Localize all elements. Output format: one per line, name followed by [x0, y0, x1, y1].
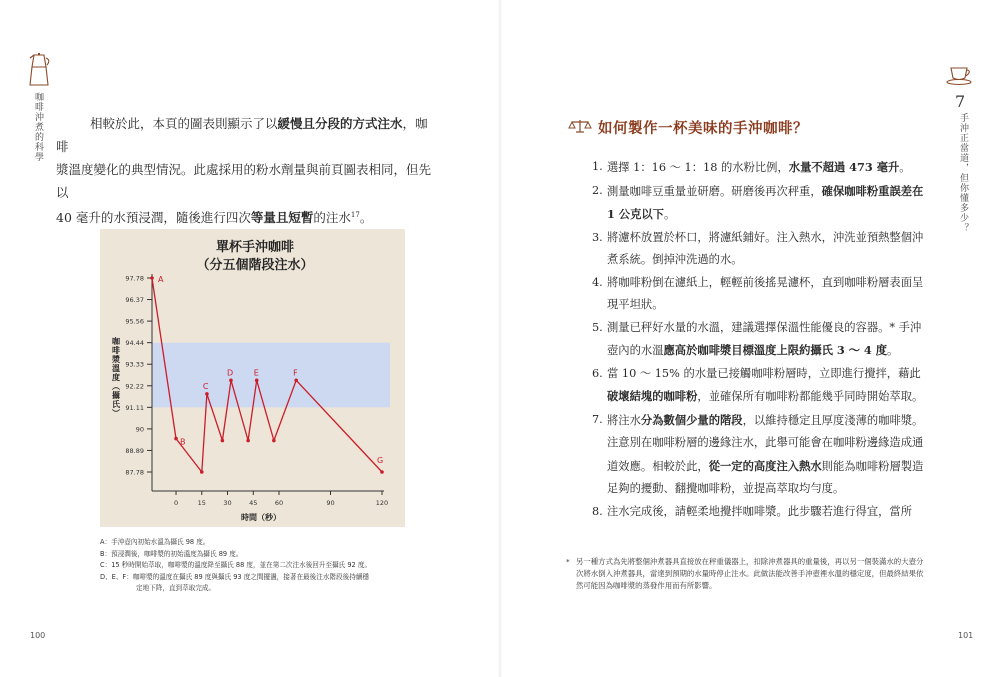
list-item: [592, 227, 927, 272]
note-b: B：預浸潤後，咖啡漿的初始溫度為攝氏 89 度。: [100, 549, 243, 558]
step-text: [607, 409, 927, 501]
point-label: D: [226, 368, 234, 378]
step-text: [607, 501, 927, 524]
temperature-chart: [100, 229, 405, 527]
step-segment: 當 10 ～ 15% 的水量已接觸咖啡粉層時，立即進行攪拌，藉此: [607, 366, 921, 380]
y-tick-label: 87.78: [125, 468, 144, 477]
data-point: [174, 437, 178, 441]
step-segment: 選擇 1：16 ～ 1：18 的水粉比例，: [607, 161, 789, 174]
step-segment: 。: [663, 208, 676, 221]
x-tick-label: 90: [326, 499, 335, 507]
data-point: [380, 470, 384, 474]
data-point: [150, 276, 154, 280]
y-tick-label: 94.44: [125, 339, 144, 348]
side-title: 手沖正當道，但你懂多少？: [958, 113, 968, 233]
step-segment: ，並確保所有咖啡粉都能幾乎同時開始萃取。: [697, 390, 924, 403]
step-bold: 破壞結塊的咖啡粉: [607, 389, 698, 403]
step-bold: 確保咖啡粉重誤差在 1 公克以下: [607, 183, 924, 221]
note-def: D、E、F：咖啡漿的溫度在攝氏 89 度與攝氏 93 度之間擺盪，接著在最後注水階段後持續穩: [100, 572, 369, 581]
list-item: [592, 363, 927, 409]
step-bold: 水量不超過 473 毫升: [788, 160, 900, 174]
x-tick-label: 60: [274, 499, 284, 507]
step-number: 8.: [592, 504, 603, 518]
step-text: [607, 317, 927, 363]
point-label: F: [293, 368, 298, 378]
para-text: ，咖啡: [56, 116, 428, 154]
data-point: [246, 439, 250, 443]
list-item: [592, 156, 927, 180]
chart-notes: [100, 537, 371, 595]
step-bold: 應高於咖啡漿目標溫度上限約攝氏 3 ～ 4 度: [663, 343, 888, 357]
step-number: 7.: [592, 412, 603, 426]
page-number: 101: [958, 631, 974, 640]
step-number: 2.: [592, 183, 603, 197]
note-def-cont: 定地下降，直到萃取完成。: [136, 584, 216, 592]
step-bold: 從一定的高度注入熱水: [708, 458, 822, 473]
list-item: [592, 501, 927, 524]
step-number: 5.: [592, 320, 603, 334]
x-tick-label: 15: [197, 499, 206, 507]
footnote-ref: 17: [350, 211, 360, 219]
page-number: 100: [30, 631, 46, 640]
moka-pot-icon: [26, 52, 52, 92]
step-text: [607, 227, 927, 272]
right-page: [500, 0, 1000, 677]
y-tick-label: 88.89: [125, 446, 144, 455]
x-tick-label: 45: [249, 499, 258, 507]
point-label: C: [202, 381, 209, 391]
y-tick-label: 93.33: [125, 360, 144, 369]
data-point: [255, 379, 259, 383]
target-band: [152, 343, 390, 408]
chart-subtitle: （分五個階段注水）: [196, 258, 314, 273]
footnote-text: 另一種方式為先將整個沖煮器具直接放在秤重儀器上，扣除沖煮器具的重量後，再以另一個裝滿水的大壺分次將水倒入沖煮器具，當達到預期的水量時停止注水。此做法能改善手沖壺裡水溫的穩定度，但最終結果依然可能因為咖啡漿的蒸發作用而有所影響。: [576, 557, 924, 590]
step-text: [607, 180, 927, 227]
point-label: E: [253, 368, 259, 378]
para-text: 相較於此，本頁的圖表則顯示了以: [90, 116, 278, 131]
para-bold: 緩慢且分段的方式注水: [277, 116, 403, 131]
step-segment: 注水完成後，請輕柔地攪拌咖啡漿。此步驟若進行得宜，當所: [607, 504, 913, 518]
step-segment: 則能為咖啡粉層製造足夠的擾動、翻攪咖啡粉，並提高萃取均勻度。: [607, 459, 924, 495]
step-bold: 分為數個少量的階段: [640, 412, 743, 427]
steps-list: [592, 156, 927, 523]
intro-paragraph: [56, 112, 436, 229]
step-number: 4.: [592, 275, 603, 289]
step-number: 1.: [592, 160, 603, 173]
section-heading: [568, 117, 808, 138]
para-text: 的注水: [313, 210, 351, 226]
para-bold: 等量且短暫: [250, 210, 314, 226]
y-tick-label: 91.11: [125, 403, 144, 412]
y-tick-label: 90: [135, 425, 144, 434]
heading-text: 如何製作一杯美味的手沖咖啡？: [598, 121, 808, 137]
data-point: [221, 439, 225, 443]
step-number: 6.: [592, 366, 603, 380]
point-label: A: [158, 275, 164, 284]
step-number: 3.: [592, 230, 603, 244]
x-axis-label: 時間（秒）: [241, 513, 281, 522]
point-label: B: [180, 437, 186, 447]
right-footnote: [566, 556, 930, 592]
data-point: [272, 439, 276, 443]
x-tick-label: 30: [223, 499, 232, 507]
chapter-number: 7: [955, 92, 966, 111]
step-segment: 。: [887, 344, 899, 357]
y-tick-label: 92.22: [125, 382, 144, 391]
step-segment: 測量咖啡豆重量並研磨。研磨後再次秤重，: [607, 184, 822, 198]
chart-title: 單杯手沖咖啡: [215, 240, 295, 255]
note-a: A：手沖壺內初始水溫為攝氏 98 度。: [100, 538, 210, 546]
y-tick-label: 97.78: [125, 274, 144, 283]
step-text: [607, 156, 927, 180]
scale-icon: [568, 118, 592, 137]
list-item: [592, 180, 927, 227]
step-segment: 將濾杯放置於杯口，將濾紙鋪好。注入熱水，沖洗並預熱整個沖煮系統。倒掉沖洗過的水。: [607, 230, 924, 266]
list-item: [592, 272, 927, 317]
list-item: [592, 317, 927, 363]
step-segment: 測量已秤好水量的水溫，建議選擇保溫性能優良的容器。* 手沖壺內的水溫: [607, 320, 922, 357]
data-point: [200, 470, 204, 474]
side-title: 咖啡沖煮的科學: [33, 92, 43, 162]
y-tick-label: 95.56: [125, 317, 144, 326]
y-tick-label: 96.37: [125, 296, 144, 305]
step-segment: ，以維持穩定且厚度淺薄的咖啡漿。注意別在咖啡粉層的邊緣注水，此舉可能會在咖啡粉邊緣造成通道效應。相較於此，: [607, 413, 924, 473]
para-text: 40 毫升的水預浸潤，隨後進行四次: [56, 210, 251, 226]
data-point: [229, 379, 233, 383]
coffee-cup-icon: [946, 64, 976, 90]
point-label: G: [377, 456, 384, 465]
x-tick-label: 120: [375, 499, 389, 507]
step-segment: 。: [899, 161, 911, 174]
step-text: [607, 272, 927, 317]
para-text: 漿溫度變化的典型情況。此處採用的粉水劑量與前頁圖表相同，但先以: [56, 162, 432, 200]
chart-panel: [100, 229, 405, 527]
data-point: [205, 392, 209, 396]
footnote-star: *: [566, 557, 570, 566]
y-axis-label: 咖啡漿溫度（攝氏）: [111, 337, 121, 418]
data-point: [294, 379, 298, 383]
step-text: [607, 363, 927, 409]
list-item: [592, 409, 927, 501]
x-tick-label: 0: [173, 499, 179, 507]
note-c: C：15 秒時開始萃取，咖啡漿的溫度降至攝氏 88 度，並在第二次注水後回升至攝氏 92 度。: [100, 561, 372, 569]
para-text: 。: [359, 210, 373, 226]
step-segment: 將咖啡粉倒在濾紙上，輕輕前後搖晃濾杯，直到咖啡粉層表面呈現平坦狀。: [607, 275, 924, 311]
step-segment: 將注水: [607, 413, 641, 427]
